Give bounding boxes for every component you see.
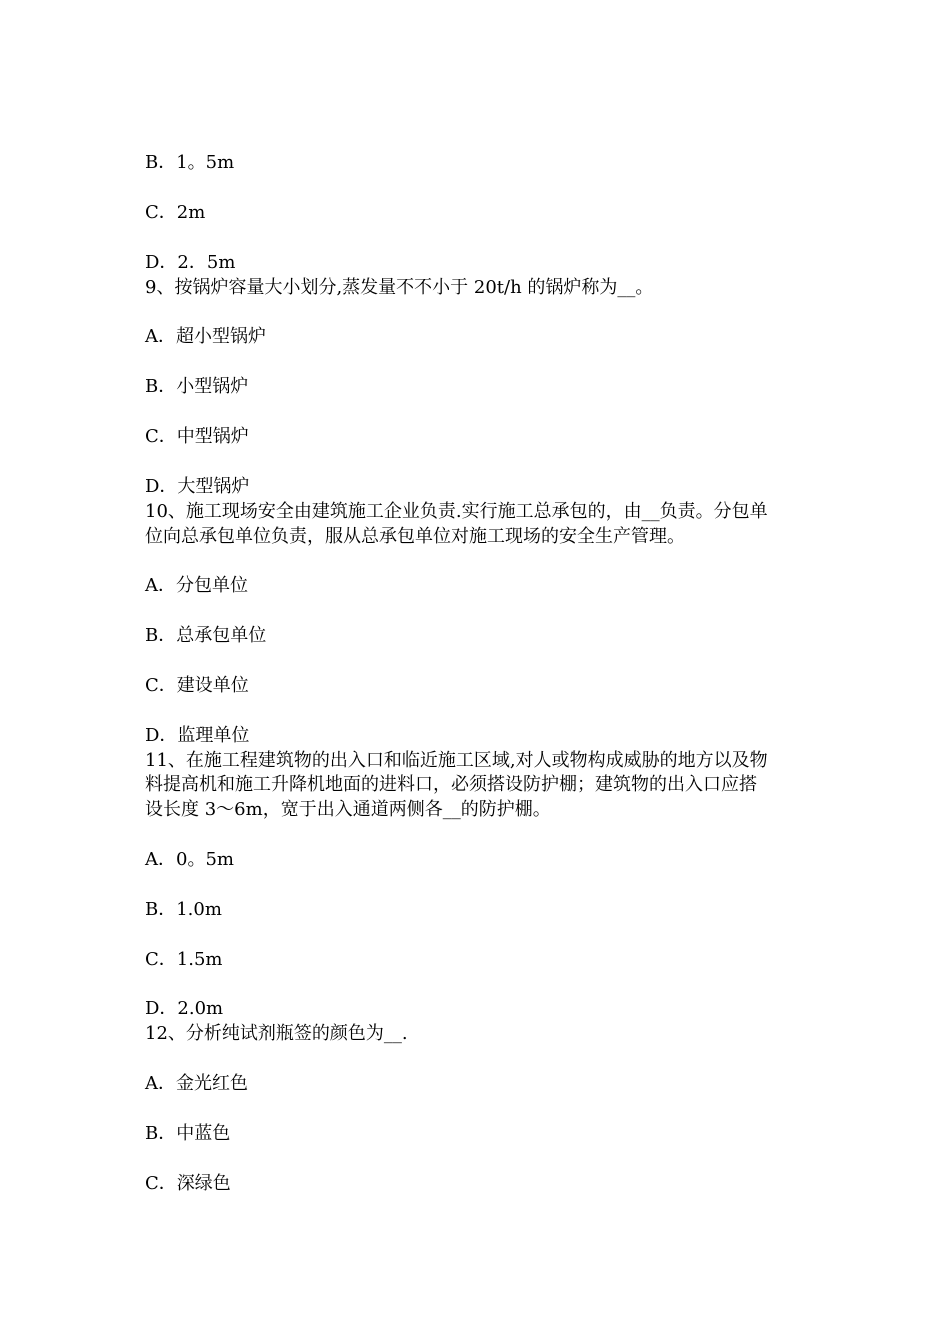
q11-question-line-3: 设长度 3～6m，宽于出入通道两侧各__的防护棚。 — [145, 799, 551, 820]
q8-option-d: D．2．5m — [145, 252, 236, 273]
q10-option-c: C．建设单位 — [145, 675, 249, 696]
q11-option-d: D．2.0m — [145, 998, 224, 1019]
q9-option-c: C．中型锅炉 — [145, 426, 249, 447]
q8-option-b: B．1。5m — [145, 152, 235, 173]
q9-option-d: D．大型锅炉 — [145, 476, 250, 497]
q11-option-c: C．1.5m — [145, 949, 223, 970]
q10-option-d: D．监理单位 — [145, 725, 250, 746]
q8-option-c: C．2m — [145, 202, 206, 223]
q11-option-b: B．1.0m — [145, 899, 222, 920]
q9-option-a: A．超小型锅炉 — [145, 326, 266, 347]
q10-option-b: B．总承包单位 — [145, 625, 267, 646]
q12-option-b: B．中蓝色 — [145, 1123, 231, 1144]
q10-option-a: A．分包单位 — [145, 575, 248, 596]
q9-option-b: B．小型锅炉 — [145, 376, 249, 397]
q9-question: 9、按锅炉容量大小划分,蒸发量不不小于 20t/h 的锅炉称为__。 — [145, 277, 654, 298]
q10-question-line-1: 10、施工现场安全由建筑施工企业负责.实行施工总承包的，由__负责。分包单 — [145, 501, 768, 522]
q12-question: 12、分析纯试剂瓶签的颜色为__. — [145, 1023, 408, 1044]
q11-question-line-1: 11、在施工程建筑物的出入口和临近施工区域,对人或物构成威胁的地方以及物 — [145, 750, 768, 771]
q12-option-c: C．深绿色 — [145, 1173, 231, 1194]
q11-question-line-2: 料提高机和施工升降机地面的进料口，必须搭设防护棚；建筑物的出入口应搭 — [145, 774, 757, 795]
q12-option-a: A．金光红色 — [145, 1073, 248, 1094]
q10-question-line-2: 位向总承包单位负责，服从总承包单位对施工现场的安全生产管理。 — [145, 526, 685, 547]
q11-option-a: A．0。5m — [145, 849, 234, 870]
